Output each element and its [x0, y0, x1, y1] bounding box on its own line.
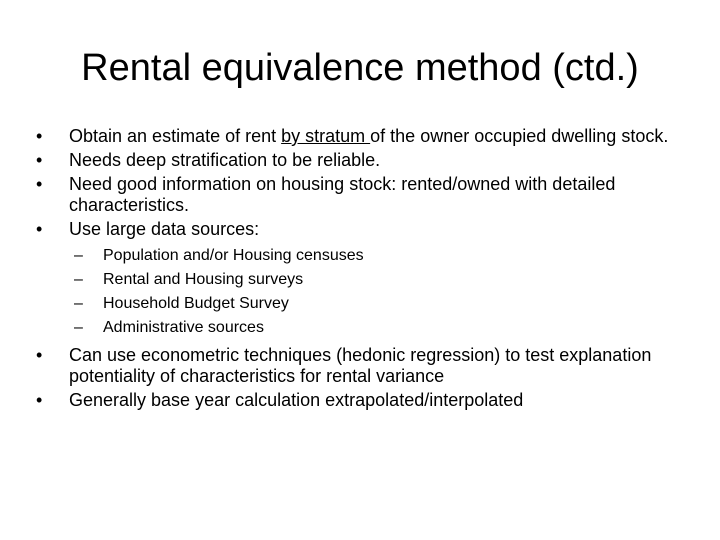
- bullet-icon: •: [36, 174, 43, 194]
- dash-icon: –: [74, 247, 83, 264]
- data-sources-list: [36, 244, 686, 340]
- bullet-icon: •: [36, 219, 43, 239]
- bullet-text: Use large data sources:: [69, 219, 260, 239]
- bullet-icon: •: [36, 126, 43, 146]
- sub-item: [36, 268, 686, 292]
- dash-icon: –: [74, 271, 83, 288]
- bullet-icon: •: [36, 150, 43, 170]
- sub-item-text: Household Budget Survey: [103, 295, 289, 312]
- bullet-text: Need good information on housing stock: rented/owned with detailed characteristics.: [69, 174, 616, 215]
- bullet-item: [36, 126, 686, 147]
- sub-item: [36, 316, 686, 340]
- sub-item: [36, 244, 686, 268]
- bullet-text-part: of the owner occupied dwelling stock.: [370, 126, 669, 146]
- sub-item-text: Population and/or Housing censuses: [103, 247, 364, 264]
- bullet-text-part: Obtain an estimate of rent: [69, 126, 282, 146]
- bullet-item: [36, 150, 686, 171]
- sub-item-text: Administrative sources: [103, 319, 264, 336]
- underlined-text: by stratum: [281, 126, 371, 146]
- bullet-item: [36, 174, 686, 216]
- bullet-item: [36, 219, 686, 240]
- slide-title: Rental equivalence method (ctd.): [81, 47, 639, 89]
- bullet-text: Generally base year calculation extrapolated/interpolated: [69, 390, 524, 410]
- bullet-text: Needs deep stratification to be reliable.: [69, 150, 381, 170]
- bullet-item: [36, 345, 686, 387]
- sub-item: [36, 292, 686, 316]
- bullet-icon: •: [36, 390, 43, 410]
- bullet-item: [36, 390, 686, 411]
- bullet-text: Can use econometric techniques (hedonic regression) to test explanation potentiality of characteristics for rental variance: [69, 345, 652, 386]
- dash-icon: –: [74, 295, 83, 312]
- slide-content: [36, 126, 686, 411]
- sub-item-text: Rental and Housing surveys: [103, 271, 304, 288]
- dash-icon: –: [74, 319, 83, 336]
- bullet-icon: •: [36, 345, 43, 365]
